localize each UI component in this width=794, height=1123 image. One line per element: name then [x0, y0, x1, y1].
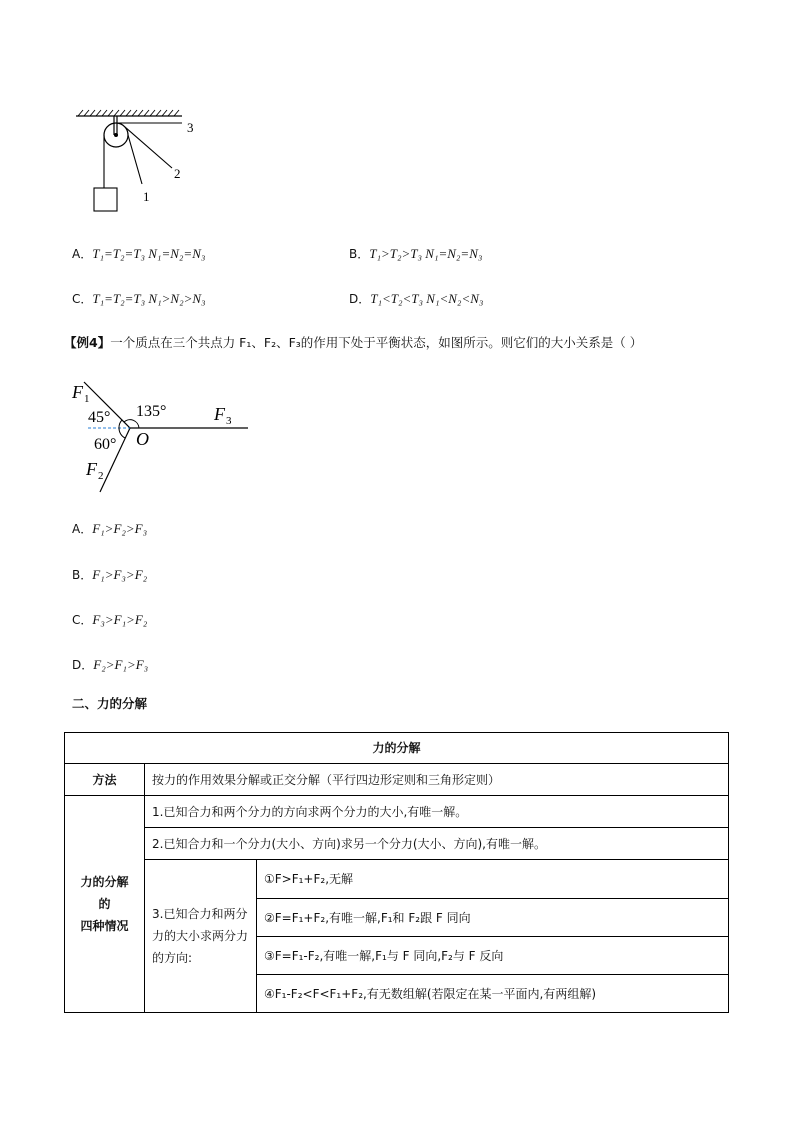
option-letter: B． — [72, 568, 93, 582]
option-letter: C． — [72, 292, 93, 306]
case-2: 2.已知合力和一个分力(大小、方向)求另一个分力(大小、方向),有唯一解。 — [145, 828, 729, 860]
q4-option-c[interactable] — [72, 611, 147, 628]
table-row — [65, 828, 729, 860]
angle-135-label: 135° — [136, 403, 167, 420]
option-letter: D． — [72, 658, 94, 672]
svg-text:F: F — [72, 382, 83, 402]
case-3-sub-1: ①F>F₁+F₂,无解 — [257, 860, 729, 899]
option-text: F₁>F₂>F₃ — [92, 521, 148, 536]
case-3-label: 3.已知合力和两分力的大小求两分力的方向: — [145, 860, 257, 1013]
option-text: T₁>T₂>T₃ N₁=N₂=N₃ — [369, 246, 483, 261]
option-letter: D． — [349, 292, 371, 306]
svg-text:1: 1 — [84, 393, 90, 405]
cases-label-line: 力的分解 — [80, 875, 129, 889]
angle-45-label: 45° — [88, 409, 111, 426]
q4-option-d[interactable] — [72, 656, 148, 673]
case-3-sub-4: ④F₁-F₂<F<F₁+F₂,有无数组解(若限定在某一平面内,有两组解) — [257, 975, 729, 1013]
case-1: 1.已知合力和两个分力的方向求两个分力的大小,有唯一解。 — [145, 796, 729, 828]
option-text: F₂>F₁>F₃ — [93, 657, 149, 672]
origin-label: O — [136, 429, 149, 449]
pulley-figure — [70, 108, 210, 218]
f2-label — [85, 459, 104, 482]
option-text: T₁=T₂=T₃ N₁>N₂>N₃ — [92, 291, 206, 306]
q3-option-a[interactable] — [72, 245, 205, 262]
case-3-sub-2: ②F=F₁+F₂,有唯一解,F₁和 F₂跟 F 同向 — [257, 899, 729, 937]
option-text: F₃>F₁>F₂ — [92, 612, 148, 627]
option-letter: A． — [72, 522, 93, 536]
svg-text:F: F — [86, 459, 97, 479]
table-row — [65, 796, 729, 828]
svg-text:2: 2 — [98, 470, 104, 482]
table-row — [65, 733, 729, 764]
q3-option-b[interactable] — [349, 245, 482, 262]
angle-60-label: 60° — [94, 436, 117, 453]
q4-option-a[interactable] — [72, 520, 147, 537]
option-letter: B． — [349, 247, 370, 261]
section-heading: 二、力的分解 — [72, 696, 148, 711]
method-label: 方法 — [65, 764, 145, 796]
table-row — [65, 764, 729, 796]
forces-figure — [66, 372, 256, 502]
example-4-stem — [64, 333, 744, 351]
svg-text:F: F — [214, 404, 225, 424]
rope-label-2: 2 — [174, 166, 181, 181]
q3-option-c[interactable] — [72, 290, 206, 307]
option-text: T₁=T₂=T₃ N₁=N₂=N₃ — [92, 246, 206, 261]
cases-label — [65, 796, 145, 1013]
option-text: T₁<T₂<T₃ N₁<N₂<N₃ — [370, 291, 484, 306]
f3-label — [213, 404, 232, 427]
example-tag: 【例4】 — [64, 335, 111, 350]
q4-option-b[interactable] — [72, 566, 147, 583]
svg-text:3: 3 — [226, 415, 232, 427]
cases-label-line: 的 — [98, 897, 111, 911]
cases-label-line: 四种情况 — [80, 919, 129, 933]
option-letter: A． — [72, 247, 93, 261]
option-letter: C． — [72, 613, 93, 627]
force-decomposition-table — [64, 732, 729, 1013]
rope-label-1: 1 — [143, 189, 150, 204]
method-text: 按力的作用效果分解或正交分解（平行四边形定则和三角形定则） — [145, 764, 729, 796]
case-3-sub-3: ③F=F₁-F₂,有唯一解,F₁与 F 同向,F₂与 F 反向 — [257, 937, 729, 975]
table-row — [65, 860, 729, 899]
rope-label-3: 3 — [187, 120, 194, 135]
option-text: F₁>F₃>F₂ — [92, 567, 148, 582]
example-text: 一个质点在三个共点力 F₁、F₂、F₃的作用下处于平衡状态，如图所示。则它们的大小关系是（ ） — [110, 335, 643, 350]
table-title: 力的分解 — [65, 733, 729, 764]
q3-option-d[interactable] — [349, 290, 483, 307]
